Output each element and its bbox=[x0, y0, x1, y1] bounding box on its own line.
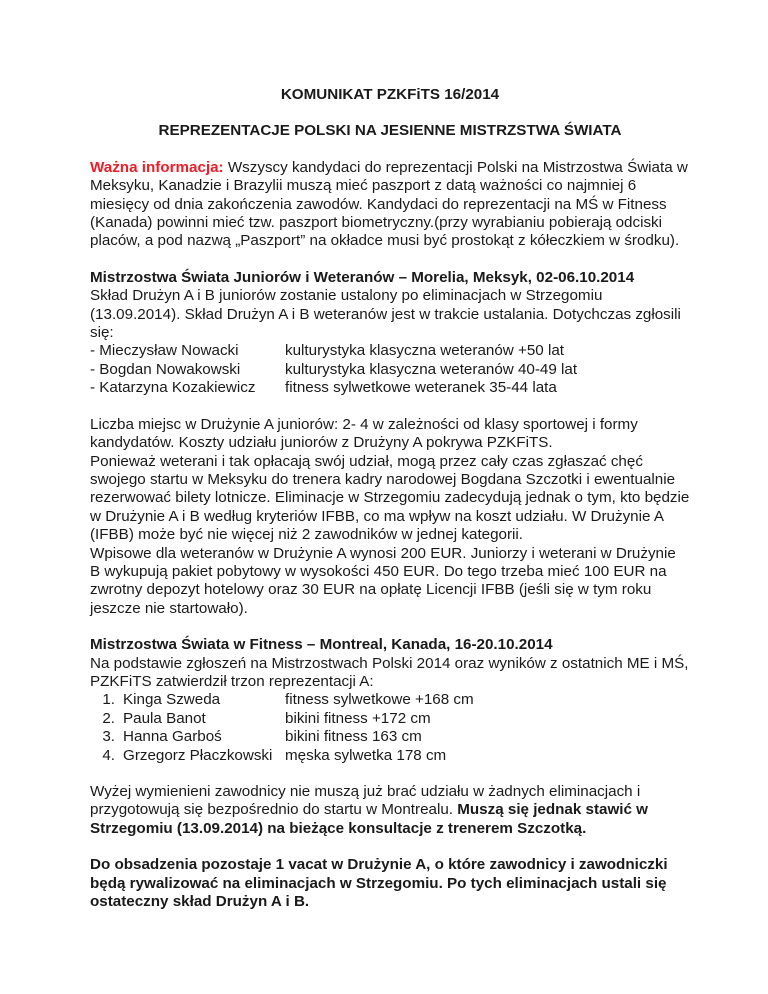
entry-name: Hanna Garboś bbox=[123, 728, 222, 746]
list-item bbox=[90, 710, 690, 728]
list-item bbox=[90, 379, 690, 397]
entry-number: 2. bbox=[102, 709, 115, 727]
section1-intro: Skład Drużyn A i B juniorów zostanie ustalony po eliminacjach w Strzegomiu (13.09.2014). Skład Drużyn A i B weteranów jest w trakcie ustalania. Dotychczas zgłosili się: bbox=[90, 287, 681, 342]
section2-intro: Na podstawie zgłoszeń na Mistrzostwach Polski 2014 oraz wyników z ostatnich ME i MŚ, PZKFiTS zatwierdził trzon reprezentacji A: bbox=[90, 654, 689, 690]
list-item bbox=[90, 342, 690, 360]
section2-paragraph-1-text: Wyżej wymienieni zawodnicy nie muszą już brać udziału w żadnych eliminacjach i przygotowują się bezpośrednio do startu w Montrealu. bbox=[90, 783, 641, 819]
list-item bbox=[90, 747, 690, 765]
entry-name: - Bogdan Nowakowski bbox=[90, 360, 241, 378]
section1-heading: Mistrzostwa Świata Juniorów i Weteranów – Morelia, Meksyk, 02-06.10.2014 bbox=[90, 268, 635, 286]
section2-paragraph-1 bbox=[90, 783, 690, 838]
entry-name: - Katarzyna Kozakiewicz bbox=[90, 379, 256, 397]
section2-team-list bbox=[90, 691, 690, 765]
entry-name: - Mieczysław Nowacki bbox=[90, 342, 239, 360]
entry-category: bikini fitness 163 cm bbox=[285, 728, 422, 746]
entry-category: kulturystyka klasyczna weteranów 40-49 lat bbox=[285, 360, 578, 378]
document-page bbox=[90, 86, 690, 911]
notice-text: Wszyscy kandydaci do reprezentacji Polski na Mistrzostwa Świata w Meksyku, Kanadzie i Brazylii muszą mieć paszport z datą ważności co najmniej 6 miesięcy od dnia zakończenia zawodów. Kandydaci do reprezentacji na MŚ w Fitness (Kanada) powinni mieć tzw. paszport biometryczny.(przy wyrabianiu pobierają odciski placów, a pod nazwą „Paszport” na okładce musi być prostokąt z kółeczkiem w środku). bbox=[90, 158, 688, 250]
list-item bbox=[90, 361, 690, 379]
entry-category: fitness sylwetkowe +168 cm bbox=[285, 691, 474, 709]
entry-category: bikini fitness +172 cm bbox=[285, 709, 431, 727]
entry-category: męska sylwetka 178 cm bbox=[285, 746, 447, 764]
entry-name: Paula Banot bbox=[123, 709, 206, 727]
entry-name: Grzegorz Płaczkowski bbox=[123, 746, 273, 764]
entry-category: kulturystyka klasyczna weteranów +50 lat bbox=[285, 342, 564, 360]
section1-paragraph-2: Ponieważ weterani i tak opłacają swój udział, mogą przez cały czas zgłaszać chęć swojego startu w Meksyku do trenera kadry narodowej Bogdana Szczotki i ewentualnie rezerwować bilety lotnicze. Eliminacje w Strzegomiu zadecydują jednak o tym, kto będzie w Drużynie A i B według kryteriów IFBB, co ma wpływ na koszt udziału. W Drużynie A (IFBB) może być nie więcej niż 2 zawodników w jednej kategorii. bbox=[90, 452, 690, 544]
document-subtitle: REPREZENTACJE POLSKI NA JESIENNE MISTRZSTWA ŚWIATA bbox=[158, 122, 622, 140]
section1-paragraph-3: Wpisowe dla weteranów w Drużynie A wynosi 200 EUR. Juniorzy i weterani w Drużynie B wykupują pakiet pobytowy w wysokości 450 EUR. Do tego trzeba mieć 100 EUR na zwrotny depozyt hotelowy oraz 30 EUR na opłatę Licencji IFBB (jeśli się w tym roku jeszcze nie startowało). bbox=[90, 544, 676, 617]
entry-number: 4. bbox=[102, 746, 115, 764]
section1-entry-list bbox=[90, 342, 690, 397]
section2-paragraph-1-bold: Muszą się jednak stawić w Strzegomiu (13.09.2014) na bieżące konsultacje z trenerem Szczotką. bbox=[90, 801, 648, 837]
list-item bbox=[90, 728, 690, 746]
document-title: KOMUNIKAT PZKFiTS 16/2014 bbox=[280, 86, 500, 103]
notice-label: Ważna informacja: bbox=[90, 158, 224, 176]
section2-heading: Mistrzostwa Świata w Fitness – Montreal, Kanada, 16-20.10.2014 bbox=[90, 636, 553, 654]
entry-name: Kinga Szweda bbox=[123, 691, 221, 709]
entry-category: fitness sylwetkowe weteranek 35-44 lata bbox=[285, 379, 557, 397]
entry-number: 1. bbox=[102, 691, 115, 709]
section1-paragraph-1: Liczba miejsc w Drużynie A juniorów: 2- 4 w zależności od klasy sportowej i formy kandydatów. Koszty udziału juniorów z Drużyny A pokrywa PZKFiTS. bbox=[90, 415, 638, 452]
entry-number: 3. bbox=[102, 728, 115, 746]
section2-paragraph-2: Do obsadzenia pozostaje 1 vacat w Drużynie A, o które zawodnicy i zawodniczki będą rywalizować na eliminacjach w Strzegomiu. Po tych eliminacjach ustali się ostateczny skład Drużyn A i B. bbox=[90, 856, 668, 911]
list-item bbox=[90, 691, 690, 709]
notice-paragraph bbox=[90, 159, 690, 251]
